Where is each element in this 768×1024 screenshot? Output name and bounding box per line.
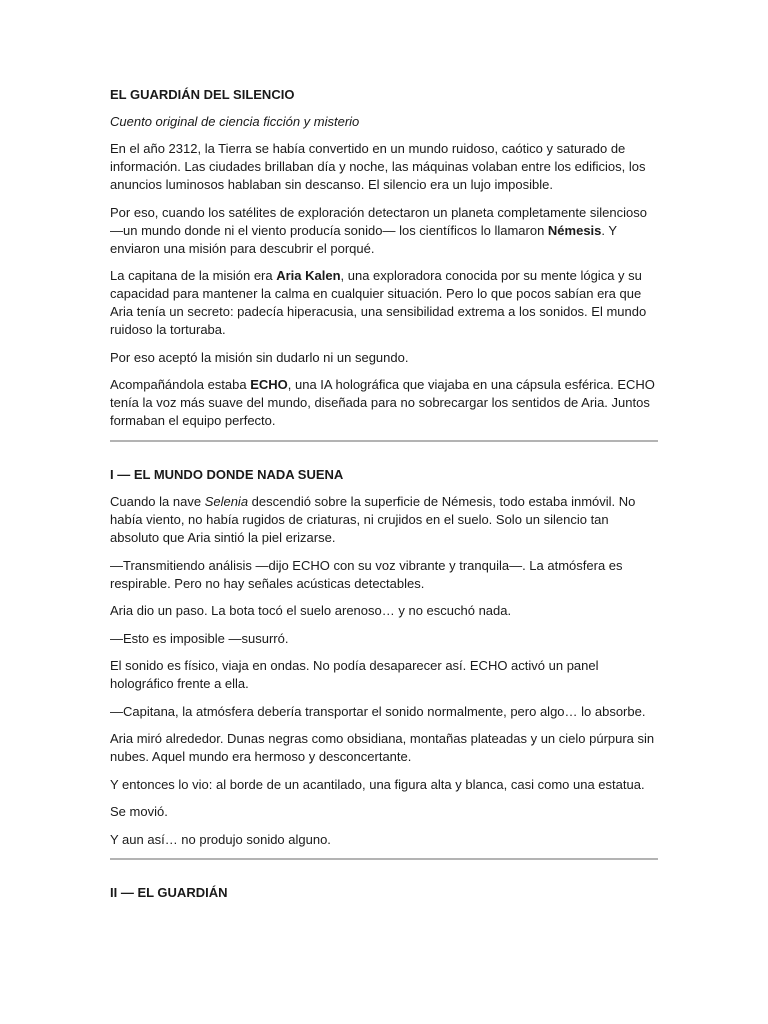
ship-name: Selenia: [204, 494, 249, 509]
section-1-paragraph-1: [110, 493, 658, 547]
section-1-paragraph-5: El sonido es físico, viaja en ondas. No podía desaparecer así. ECHO activó un panel holográfico frente a ella.: [110, 658, 599, 691]
document-title: EL GUARDIÁN DEL SILENCIO: [110, 87, 295, 102]
section-1-paragraph-7: Aria miró alrededor. Dunas negras como obsidiana, montañas plateadas y un cielo púrpura sin nubes. Aquel mundo era hermoso y desconcertante.: [110, 731, 655, 764]
intro-paragraph-2: [110, 204, 658, 258]
intro-paragraph-5-text-b: , una IA holográfica que viajaba en una cápsula esférica. ECHO tenía la voz más suave del mundo, diseñada para no sobrecargar los sentidos de Aria. Juntos formaban el equipo perfecto.: [110, 377, 655, 428]
document-subtitle: Cuento original de ciencia ficción y misterio: [110, 114, 360, 129]
section-1-paragraph-9: Se movió.: [110, 804, 168, 819]
captain-name: Aria Kalen: [276, 268, 341, 283]
section-1-paragraph-3: Aria dio un paso. La bota tocó el suelo arenoso… y no escuchó nada.: [110, 603, 512, 618]
intro-paragraph-3-text-a: La capitana de la misión era: [110, 268, 277, 283]
section-1-heading: I — EL MUNDO DONDE NADA SUENA: [110, 466, 344, 482]
section-divider-2: [110, 858, 658, 860]
planet-name: Némesis: [547, 222, 602, 238]
section-2-heading: II — EL GUARDIÁN: [110, 885, 228, 900]
intro-paragraph-1: En el año 2312, la Tierra se había convertido en un mundo ruidoso, caótico y saturado de información. Las ciudades brillaban día y noche, las máquinas volaban entre los edificios, los anuncios luminosos hablaban sin descanso. El silencio era un lujo imposible.: [110, 141, 646, 192]
intro-paragraph-4: Por eso aceptó la misión sin dudarlo ni un segundo.: [110, 349, 409, 365]
document-page: [110, 86, 658, 912]
intro-paragraph-2-text-b: . Y enviaron una misión para descubrir el porqué.: [110, 222, 617, 256]
section-1-paragraph-6: —Capitana, la atmósfera debería transportar el sonido normalmente, pero algo… lo absorbe.: [110, 703, 646, 719]
section-divider-1: [110, 440, 658, 442]
section-1-paragraph-1-text-b: descendió sobre la superficie de Némesis, todo estaba inmóvil. No había viento, no había rugidos de criaturas, ni crujidos en el suelo. Solo un silencio tan absoluto que Aria sintió la piel erizarse.: [110, 494, 636, 545]
intro-paragraph-3: [110, 267, 658, 339]
section-1-paragraph-2: —Transmitiendo análisis —dijo ECHO con su voz vibrante y tranquila—. La atmósfera es respirable. Pero no hay señales acústicas detectables.: [110, 557, 623, 591]
intro-paragraph-5-text-a: Acompañándola estaba: [110, 377, 251, 392]
ai-name: ECHO: [250, 377, 288, 392]
section-1-paragraph-1-text-a: Cuando la nave: [110, 494, 205, 509]
intro-paragraph-2-text-a: Por eso, cuando los satélites de exploración detectaron un planeta completamente silencioso —un mundo donde ni el viento producía sonido— los científicos lo llamaron: [110, 204, 647, 238]
section-1-paragraph-8: Y entonces lo vio: al borde de un acantilado, una figura alta y blanca, casi como una estatua.: [110, 776, 645, 792]
section-1-paragraph-4: —Esto es imposible —susurró.: [110, 630, 289, 646]
section-1-paragraph-10: Y aun así… no produjo sonido alguno.: [110, 831, 331, 847]
intro-paragraph-3-text-b: , una exploradora conocida por su mente lógica y su capacidad para mantener la calma en cualquier situación. Pero lo que pocos sabían era que Aria tenía un secreto: padecía hiperacusia, una sensibilidad extrema a los sonidos. El mundo ruidoso la torturaba.: [110, 268, 647, 337]
intro-paragraph-5: [110, 376, 658, 430]
